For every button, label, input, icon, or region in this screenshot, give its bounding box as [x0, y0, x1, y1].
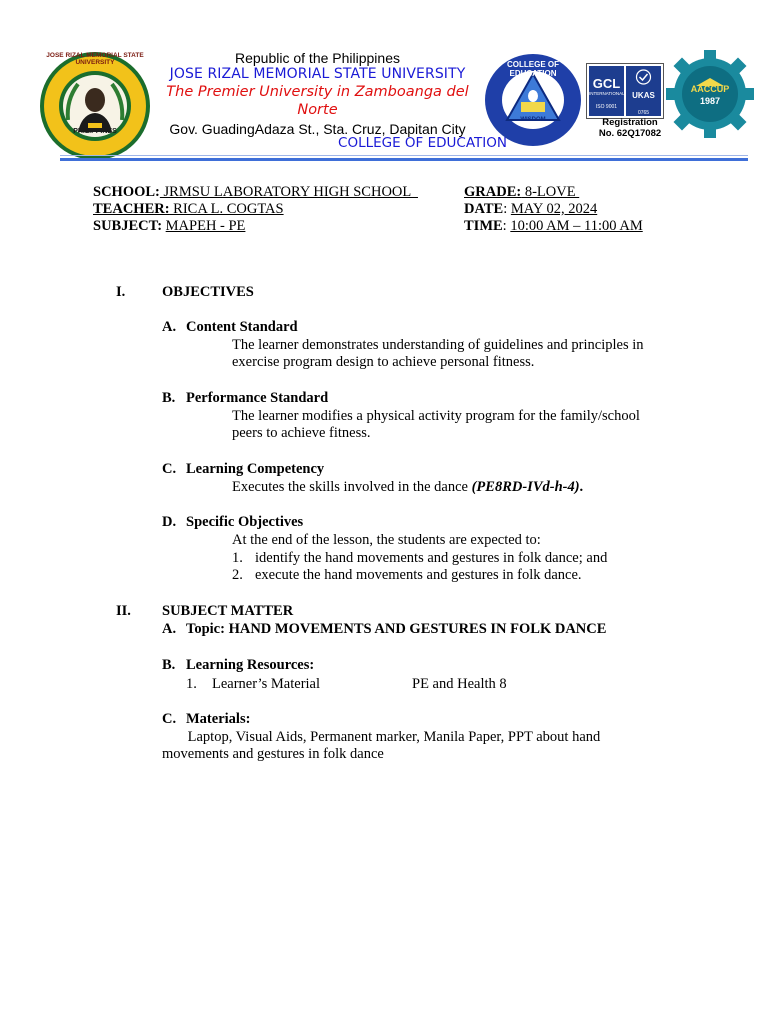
date-colon: : [503, 201, 508, 217]
specific-objectives-label: D. [162, 514, 177, 530]
objectives-heading: OBJECTIVES [162, 284, 254, 300]
time-row [464, 218, 643, 235]
teacher-label: TEACHER: [93, 201, 170, 217]
specific-objective-number: 1. [232, 550, 243, 566]
performance-standard-label: B. [162, 390, 176, 406]
jrmsu-seal-ring-text: JOSE RIZAL MEMORIAL STATE UNIVERSITY [46, 52, 144, 66]
registration-number: No. 62Q17082 [598, 128, 662, 139]
ukas-number: 0765 [637, 110, 650, 116]
header-divider-thin [60, 155, 748, 156]
time-value: 10:00 AM – 11:00 AM [510, 218, 643, 234]
learning-resources-heading: Learning Resources: [186, 657, 315, 673]
content-standard-heading: Content Standard [186, 319, 298, 335]
subject-matter-heading: SUBJECT MATTER [162, 603, 294, 619]
specific-objectives-intro: At the end of the lesson, the students are expected to: [232, 532, 541, 548]
school-value: JRMSU LABORATORY HIGH SCHOOL [159, 184, 418, 200]
materials-line-2: movements and gestures in folk dance [162, 746, 384, 762]
aaccup-logo-text: AACCUP [690, 84, 730, 94]
learning-competency-period: . [579, 479, 584, 495]
jrmsu-seal-icon [38, 50, 152, 162]
resource-number: 1. [186, 676, 197, 692]
college-name: COLLEGE OF EDUCATION [338, 135, 507, 151]
time-colon: : [502, 218, 507, 234]
content-standard-line-2: exercise program design to achieve personal fitness. [232, 354, 535, 370]
subject-matter-numeral: II. [116, 603, 131, 619]
jrmsu-seal-bottom-text: PHILIPPINES [73, 128, 117, 135]
gcl-logo-icon [589, 66, 624, 116]
materials-heading: Materials: [186, 711, 251, 727]
materials-line-1: Laptop, Visual Aids, Permanent marker, Manila Paper, PPT about hand [184, 729, 601, 745]
grade-label: GRADE: [464, 184, 522, 200]
topic-label: A. [162, 621, 177, 637]
gcl-logo-subtext: INTERNATIONAL [589, 91, 625, 96]
teacher-row [93, 201, 284, 218]
date-label: DATE [464, 201, 504, 217]
university-name: JOSE RIZAL MEMORIAL STATE UNIVERSITY [169, 66, 466, 82]
content-standard-label: A. [162, 319, 177, 335]
specific-objectives-heading: Specific Objectives [186, 514, 304, 530]
time-label: TIME [464, 218, 503, 234]
coe-seal-wisdom-text: WISDOM [520, 117, 546, 123]
performance-standard-heading: Performance Standard [186, 390, 329, 406]
tagline-line-2: Norte [297, 102, 338, 118]
learning-competency-heading: Learning Competency [186, 461, 325, 477]
ukas-crown-check-icon [626, 66, 661, 86]
subject-row [93, 218, 245, 235]
learning-resources-label: B. [162, 657, 176, 673]
specific-objective-item: identify the hand movements and gestures in folk dance; and [255, 550, 608, 566]
aaccup-logo-icon [662, 48, 758, 140]
gcl-logo-text: GCL [592, 76, 621, 91]
subject-value: MAPEH - PE [165, 218, 246, 234]
subject-label: SUBJECT: [93, 218, 163, 234]
ukas-logo-icon [626, 66, 661, 116]
learning-competency-code: (PE8RD-IVd-h-4) [471, 479, 580, 495]
tagline-line-1: The Premier University in Zamboanga del [166, 84, 469, 100]
ukas-logo-text: UKAS [632, 91, 655, 100]
specific-objective-item: execute the hand movements and gestures in folk dance. [255, 567, 582, 583]
teacher-value: RICA L. COGTAS [169, 201, 284, 217]
header-divider [60, 158, 748, 161]
learning-competency-body: Executes the skills involved in the dance [232, 479, 472, 495]
resource-name: Learner’s Material [212, 676, 321, 692]
performance-standard-line-2: peers to achieve fitness. [232, 425, 371, 441]
registration-label: Registration [602, 117, 658, 128]
address-line: Gov. GuadingAdaza St., Sta. Cruz, Dapitan City [169, 121, 466, 137]
grade-row [464, 184, 579, 201]
gcl-ukas-certification-badge [586, 63, 664, 119]
iso-label: ISO 9001 [595, 104, 618, 110]
performance-standard-line-1: The learner modifies a physical activity program for the family/school [232, 408, 640, 424]
school-label: SCHOOL: [93, 184, 160, 200]
date-row [464, 201, 597, 218]
learning-competency-label: C. [162, 461, 177, 477]
aaccup-logo-year: 1987 [699, 96, 721, 106]
school-row [93, 184, 418, 201]
materials-label: C. [162, 711, 177, 727]
content-standard-line-1: The learner demonstrates understanding of guidelines and principles in [232, 337, 644, 353]
resource-value: PE and Health 8 [412, 676, 507, 692]
coe-seal-ring-text: COLLEGE OF EDUCATION [507, 60, 559, 78]
date-value: MAY 02, 2024 [510, 201, 598, 217]
grade-value: 8-LOVE [521, 184, 580, 200]
learning-competency-text [232, 479, 583, 497]
republic-line: Republic of the Philippines [235, 50, 400, 66]
objectives-numeral: I. [116, 284, 126, 300]
specific-objective-number: 2. [232, 567, 243, 583]
topic-text: Topic: HAND MOVEMENTS AND GESTURES IN FOLK DANCE [186, 621, 607, 637]
